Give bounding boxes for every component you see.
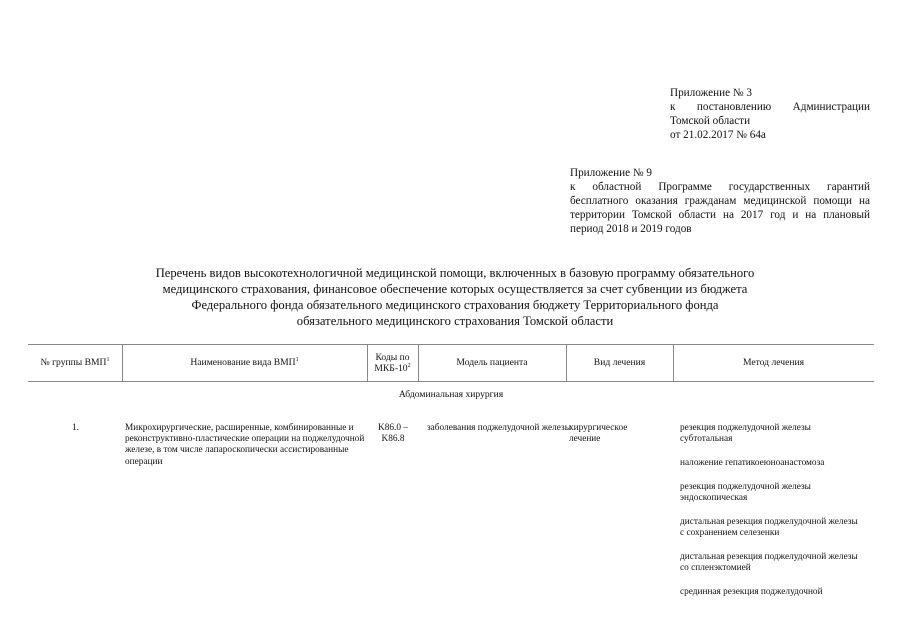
vmp-table — [28, 344, 874, 640]
row-number: 1. — [72, 423, 79, 433]
row-treatment-type: хирургическое лечение — [569, 423, 628, 445]
header-icd-codes: Коды по МКБ-$10^2$ — [374, 351, 411, 374]
annex-9-title: Приложение № 9 — [570, 167, 652, 179]
row-patient-model: заболевания поджелудочной железы — [427, 423, 571, 433]
header-patient-model: Модель пациента — [456, 357, 528, 368]
header-group-number: № группы ВМП$^1$ — [40, 356, 110, 368]
method-item: резекция поджелудочной железы субтотальная — [680, 423, 811, 445]
method-item: наложение гепатикоеюноанастомоза — [680, 458, 825, 468]
title-line-4: обязательного медицинского страхования Томской области — [296, 314, 614, 328]
header-treatment-method: Метод лечения — [742, 357, 805, 368]
annex-3-region: Томской области — [670, 115, 751, 127]
header-treatment-type: Вид лечения — [593, 357, 646, 368]
title-line-2: медицинского страхования, финансовое обеспечение которых осуществляется за счет субвенции из бюджета — [162, 282, 748, 296]
section-abdominal-surgery: Абдоминальная хирургия — [398, 389, 504, 400]
method-item: дистальная резекция поджелудочной железы с сохранением селезенки — [680, 517, 858, 539]
annex-9-text: к областной Программе государственных гарантий бесплатного оказания гражданам медицинской помощи на территории Томской области на 2017 год и на плановый период 2018 и 2019 годов — [570, 181, 870, 235]
row-icd-codes: K86.0 – K86.8 — [378, 423, 408, 445]
method-item: резекция поджелудочной железы эндоскопическая — [680, 482, 811, 504]
method-item: дистальная резекция поджелудочной железы со спленэктомией — [680, 552, 858, 574]
document-title — [90, 265, 820, 329]
header-bottom-border — [28, 381, 874, 382]
header-vmp-name: Наименование вида ВМП$^1$ — [190, 356, 299, 368]
annex-3-header — [670, 86, 870, 142]
title-line-1: Перечень видов высокотехнологичной медицинской помощи, включенных в базовую программу обязательного — [155, 266, 755, 280]
annex-3-title: Приложение № 3 — [670, 87, 752, 99]
title-line-3: Федерального фонда обязательного медицинского страхования бюджету Территориального фонда — [191, 298, 719, 312]
annex-3-reference: к постановлению Администрации — [670, 101, 870, 113]
method-item: срединная резекция поджелудочной — [680, 587, 823, 597]
annex-3-date: от 21.02.2017 № 64а — [670, 129, 766, 141]
annex-9-header — [570, 166, 870, 236]
row-vmp-name: Микрохирургические, расширенные, комбинированные и реконструктивно-пластические операции на поджелудочной железе, в том числе лапароскопически ассистированные операции — [125, 423, 365, 467]
